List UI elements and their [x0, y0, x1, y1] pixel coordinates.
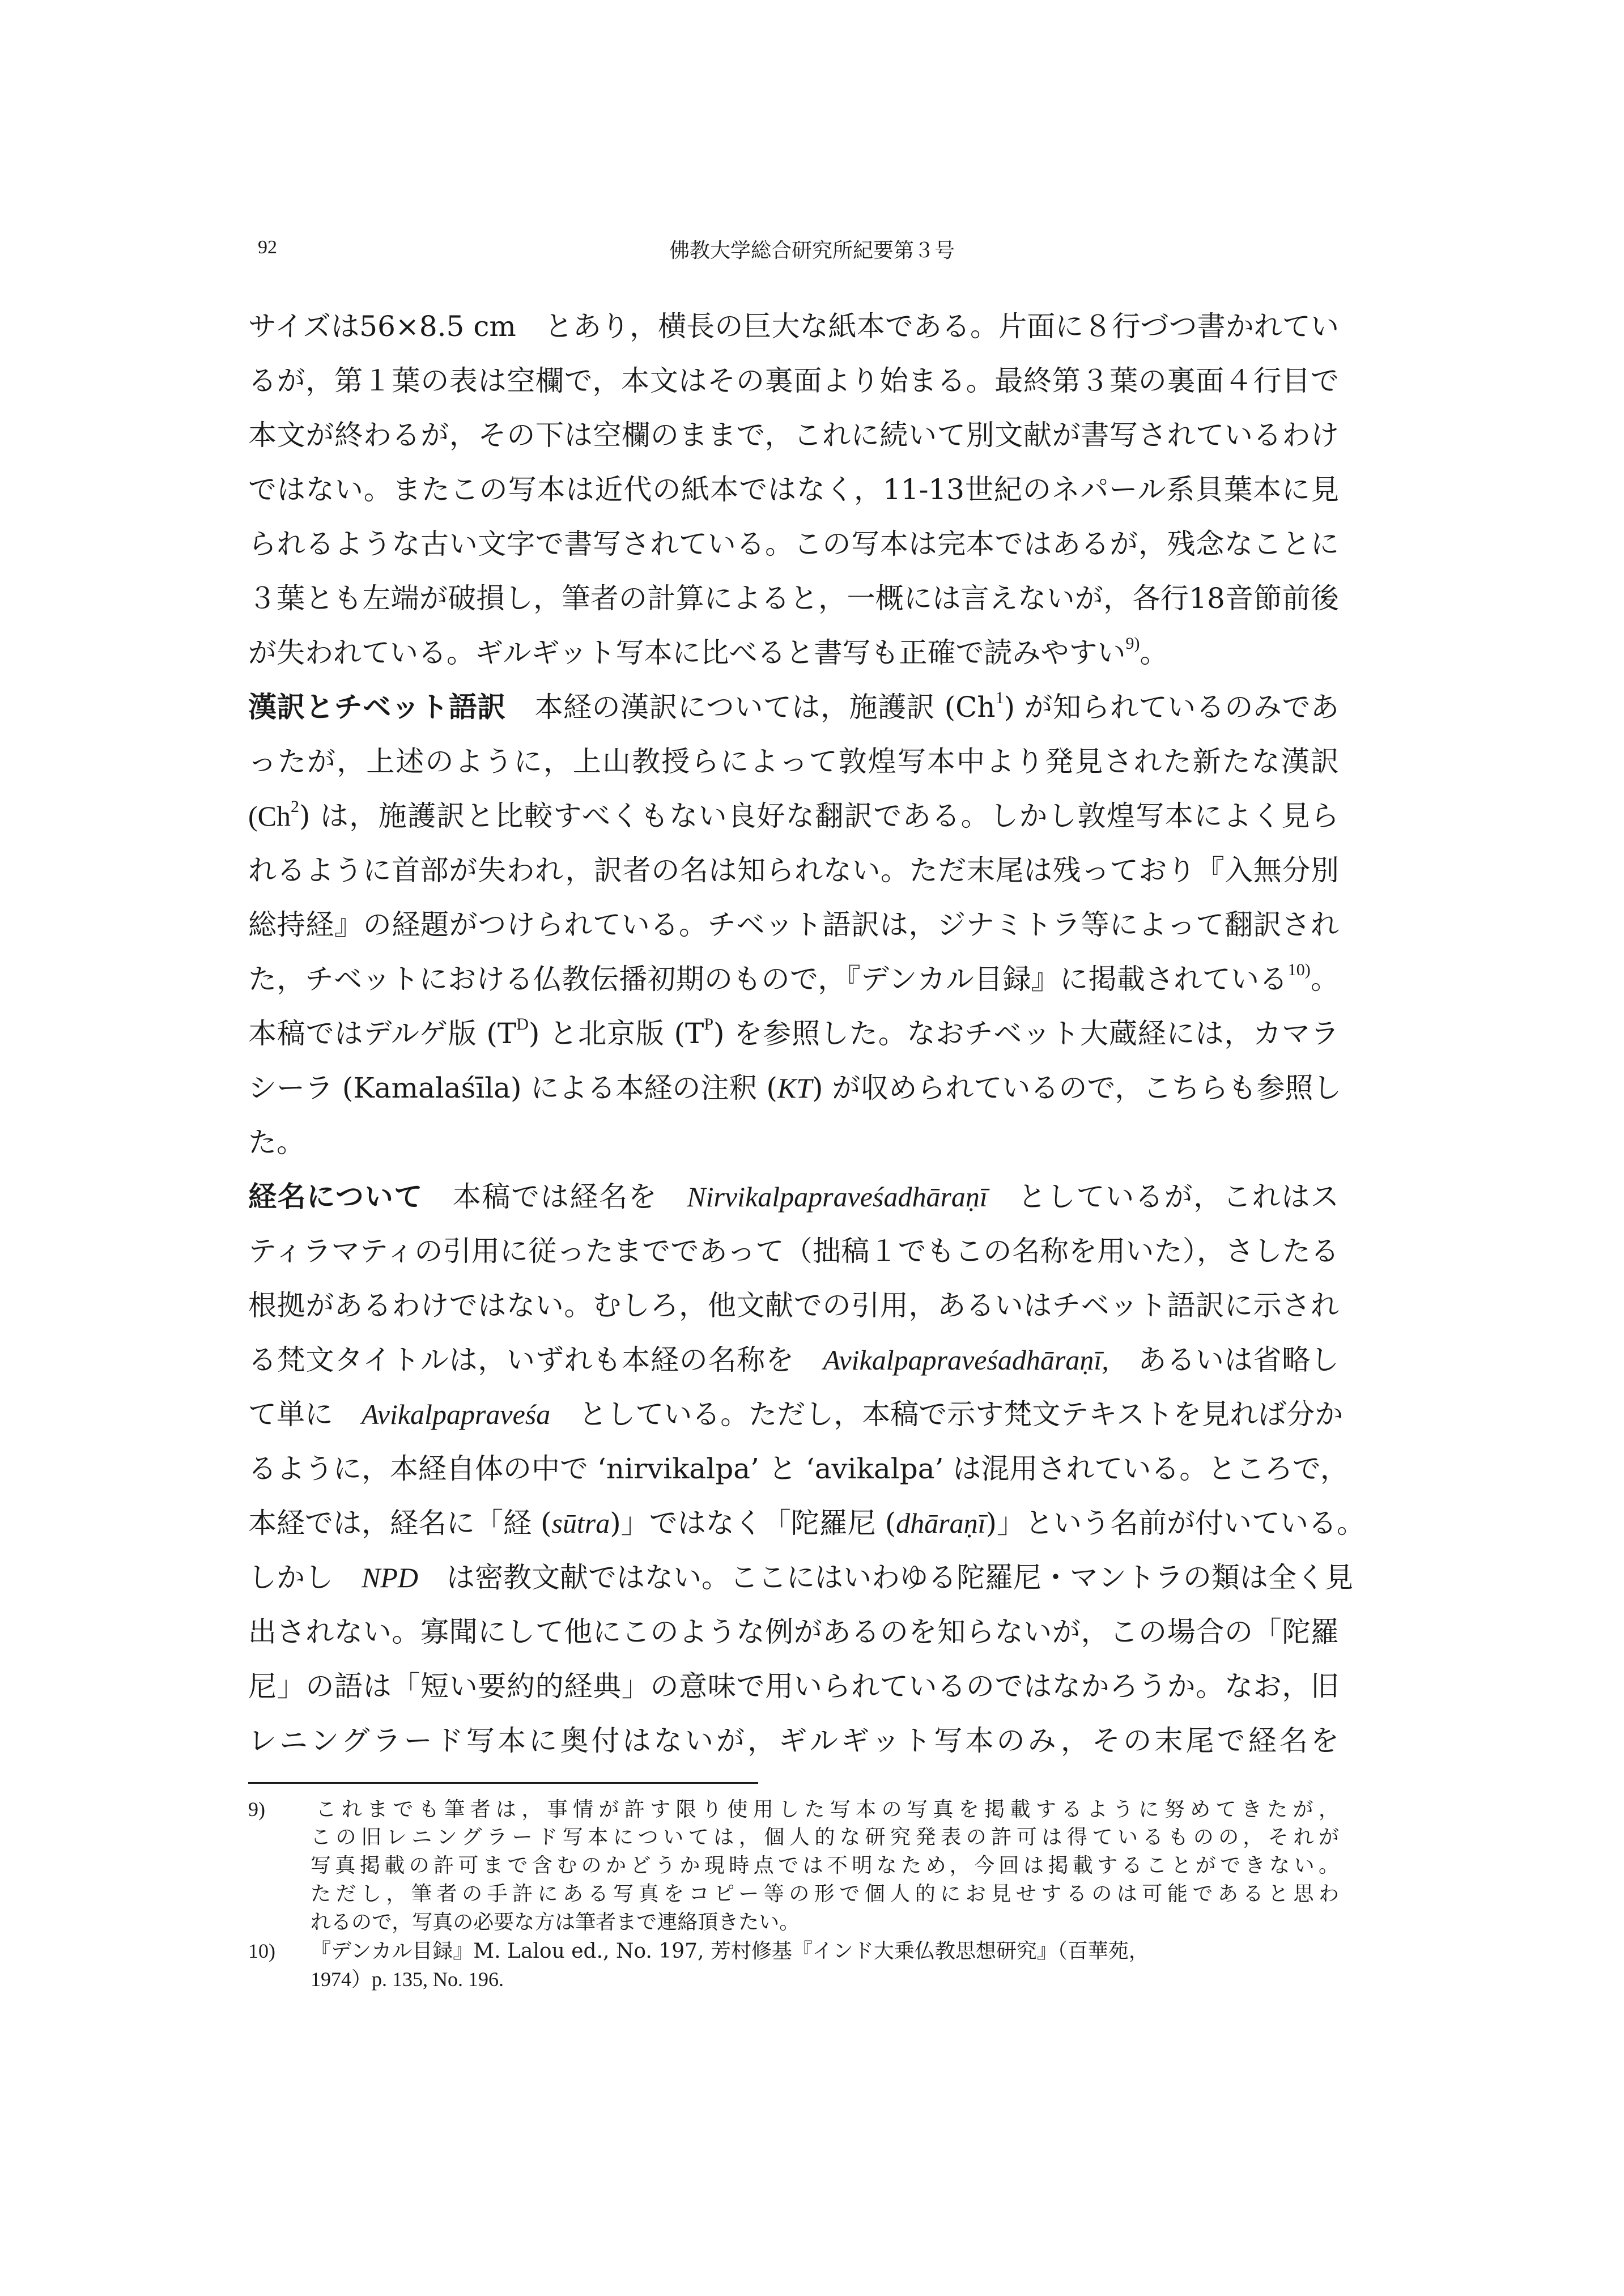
- text-line: 出されない。寡聞にして他にこのような例があるのを知らないが，この場合の「陀羅: [248, 1615, 1339, 1648]
- main-text: [248, 299, 1366, 1768]
- text-line: シーラ (Kamalaśīla) による本経の注釈 (KT) が収められているので，こちらも参照し: [248, 1072, 1342, 1104]
- text-line: ３葉とも左端が破損し，筆者の計算によると，一概には言えないが，各行18音節前後: [248, 582, 1339, 615]
- footnote-label: 9): [248, 1798, 265, 1821]
- text-line: レニングラード写本に奥付はないが，ギルギット写本のみ，その末尾で経名を: [248, 1724, 1339, 1757]
- footnote-line: 写真掲載の許可まで含むのかどうか現時点では不明なため，今回は掲載することができない。: [311, 1854, 1339, 1877]
- text-line: 経名について 本稿では経名を Nirvikalpapraveśadhāraṇī としているが，これはス: [248, 1180, 1340, 1213]
- text-line: 漢訳とチベット語訳 本経の漢訳については，施護訳 (Ch$^1$) が知られているのみであ: [248, 688, 1340, 724]
- footnote-ref-9[interactable]: 9): [1125, 634, 1140, 653]
- text-line: サイズは56×8.5 cm とあり，横長の巨大な紙本である。片面に８行づつ書かれてい: [248, 310, 1339, 343]
- text-line: (Ch$^2$) は，施護訳と比較すべくもない良好な翻訳である。しかし敦煌写本によく見ら: [248, 797, 1339, 832]
- footnotes: [248, 1795, 1339, 1993]
- text-line: る梵文タイトルは，いずれも本経の名称を Avikalpapraveśadhāraṇī, あるいは省略し: [248, 1343, 1340, 1376]
- text-line: しかし NPD は密教文献ではない。ここにはいわゆる陀羅尼・マントラの類は全く見: [248, 1561, 1353, 1594]
- page-number: 92: [258, 237, 277, 258]
- footnote-line: この旧レニングラード写本については，個人的な研究発表の許可は得ているものの，それが: [311, 1826, 1339, 1849]
- text-line: た，チベットにおける仏教伝播初期のもので，『デンカル目録』に掲載されている$^{10)}$。: [248, 960, 1340, 996]
- text-line: るように，本経自体の中で ‘nirvikalpa’ と ‘avikalpa’ は混用されている。ところで，: [248, 1452, 1349, 1485]
- text-line: ではない。またこの写本は近代の紙本ではなく，11-13世紀のネパール系貝葉本に見: [248, 473, 1339, 506]
- text-line: が失われている。ギルギット写本に比べると書写も正確で読みやすい$^{9)}$。: [248, 634, 1168, 669]
- text-line: 根拠があるわけではない。むしろ，他文献での引用，あるいはチベット語訳に示され: [248, 1289, 1339, 1322]
- footnote-line: 1974）p. 135, No. 196.: [311, 1968, 504, 1991]
- section-heading: 経名について: [248, 1180, 424, 1213]
- footnote-label: 10): [248, 1940, 275, 1962]
- footnote-9: 9) これまでも筆者は，事情が許す限り使用した写本の写真を掲載するように努めてきたが，: [248, 1795, 1339, 1823]
- footnote-10: 10) 『デンカル目録』M. Lalou ed., No. 197, 芳村修基『インド大乗仏教思想研究』（百華苑，: [248, 1937, 1339, 1965]
- footnote-ref-10[interactable]: 10): [1287, 960, 1311, 980]
- footnote-divider: [248, 1782, 758, 1784]
- text-line: て単に Avikalpapraveśa としている。ただし，本稿で示す梵文テキストを見れば分か: [248, 1398, 1344, 1431]
- footnote-line: ただし，筆者の手許にある写真をコピー等の形で個人的にお見せするのは可能であると思わ: [311, 1882, 1339, 1906]
- text-line: ティラマティの引用に従ったまでであって（拙稿１でもこの名称を用いた），さしたる: [248, 1235, 1339, 1268]
- section-heading: 漢訳とチベット語訳: [248, 690, 506, 724]
- text-line: 本文が終わるが，その下は空欄のままで，これに続いて別文献が書写されているわけ: [248, 419, 1339, 452]
- running-title: 佛教大学総合研究所紀要第３号: [669, 239, 955, 262]
- text-line: 本稿ではデルゲ版 $(T^D)$ と北京版 $(T^P)$ を参照した。なおチベット大蔵経には，カマラ: [248, 1015, 1340, 1050]
- text-line: 本経では，経名に「経 (sūtra)」ではなく「陀羅尼 (dhāraṇī)」という名前が付いている。: [248, 1507, 1366, 1540]
- footnote-line: れるので，写真の必要な方は筆者まで連絡頂きたい。: [311, 1911, 800, 1934]
- text-line: るが，第１葉の表は空欄で，本文はその裏面より始まる。最終第３葉の裏面４行目で: [248, 364, 1339, 397]
- text-line: られるような古い文字で書写されている。この写本は完本ではあるが，残念なことに: [248, 528, 1339, 560]
- text-line: れるように首部が失われ，訳者の名は知られない。ただ末尾は残っており『入無分別: [248, 854, 1339, 887]
- text-line: 総持経』の経題がつけられている。チベット語訳は，ジナミトラ等によって翻訳され: [248, 908, 1339, 941]
- text-line: 尼」の語は「短い要約的経典」の意味で用いられているのではなかろうか。なお，旧: [248, 1670, 1339, 1703]
- text-line: た。: [248, 1126, 305, 1159]
- text-line: ったが，上述のように，上山教授らによって敦煌写本中より発見された新たな漢訳: [248, 745, 1339, 778]
